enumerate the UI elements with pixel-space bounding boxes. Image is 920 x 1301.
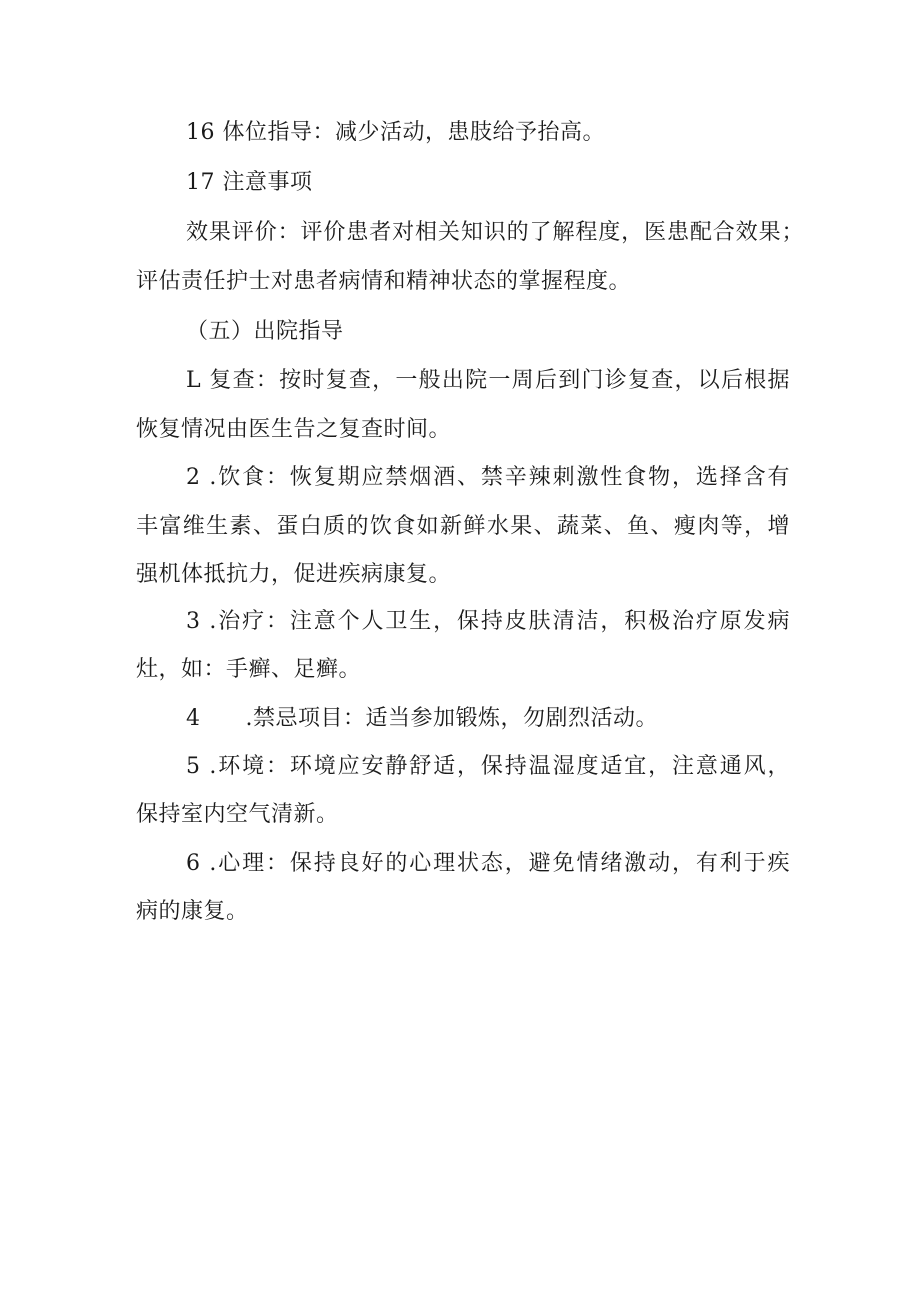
- text-line: 保持室内空气清新。: [136, 802, 339, 827]
- text-line: 16 体位指导：减少活动，患肢给予抬高。: [186, 120, 605, 145]
- text-line: 2 .饮食：恢复期应禁烟酒、禁辛辣刺激性食物，选择含有: [186, 465, 790, 490]
- text-line: 17 注意事项: [186, 170, 313, 195]
- text-line: 效果评价：评价患者对相关知识的了解程度，医患配合效果；: [186, 220, 804, 245]
- section-heading: （五）出院指导: [186, 319, 344, 344]
- text-line: 6 .心理：保持良好的心理状态，避免情绪激动，有利于疾: [186, 851, 790, 876]
- text-line: 评估责任护士对患者病情和精神状态的掌握程度。: [136, 269, 632, 294]
- text-line: 丰富维生素、蛋白质的饮食如新鲜水果、蔬菜、鱼、瘦肉等，增: [136, 514, 790, 539]
- text-line: 3 .治疗：注意个人卫生，保持皮肤清洁，积极治疗原发病: [186, 609, 790, 634]
- text-line: 强机体抵抗力，促进疾病康复。: [136, 562, 452, 587]
- text-line: 灶，如：手癣、足癣。: [136, 657, 362, 682]
- text-line: 恢复情况由医生告之复查时间。: [136, 417, 452, 442]
- text-line: 4 .禁忌项目：适当参加锻炼，勿剧烈活动。: [186, 706, 658, 731]
- text-line: 5 .环境：环境应安静舒适，保持温湿度适宜，注意通风，: [186, 754, 790, 779]
- text-line: 病的康复。: [136, 899, 249, 924]
- text-line: L 复查：按时复查，一般出院一周后到门诊复查，以后根据: [186, 368, 790, 393]
